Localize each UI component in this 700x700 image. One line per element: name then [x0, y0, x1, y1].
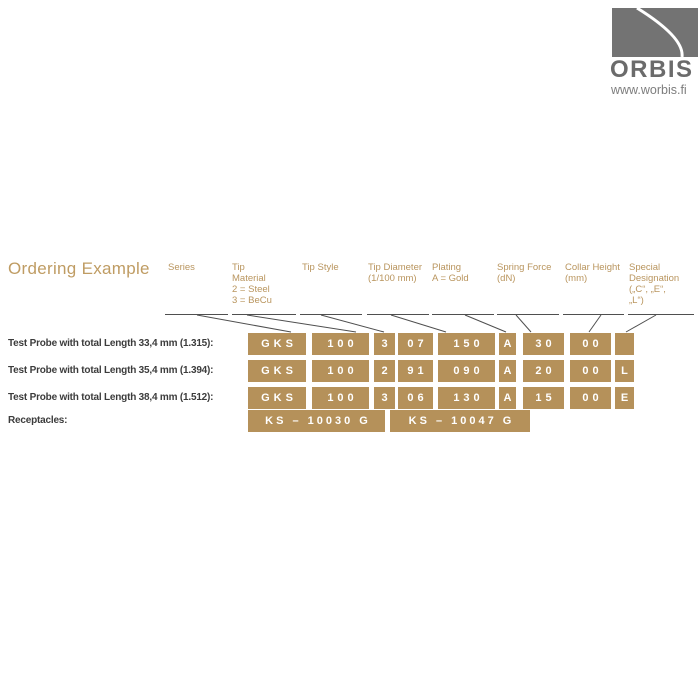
- header-connector-line: [321, 315, 384, 332]
- code-cell: 06: [398, 387, 433, 409]
- code-cell: 00: [570, 333, 611, 355]
- code-cell: 20: [523, 360, 564, 382]
- code-cell: 130: [438, 387, 495, 409]
- column-header-label: („C“, „E“,: [629, 284, 666, 295]
- column-header-label: 3 = BeCu: [232, 295, 272, 306]
- table-row: [0, 387, 700, 409]
- column-header-label: Plating: [432, 262, 462, 273]
- code-cell: 3: [374, 333, 395, 355]
- column-header-label: Material: [232, 273, 266, 284]
- code-cell: 100: [312, 333, 369, 355]
- column-header-label: 2 = Steel: [232, 284, 270, 295]
- code-cell: 100: [312, 387, 369, 409]
- code-cell: 91: [398, 360, 433, 382]
- code-cell: 100: [312, 360, 369, 382]
- receptacle-code-cell: KS – 10047 G: [390, 410, 530, 432]
- column-header-label: Tip: [232, 262, 245, 273]
- header-connector-line: [516, 315, 531, 332]
- code-cell: 2: [374, 360, 395, 382]
- code-cell: 30: [523, 333, 564, 355]
- row-label: Receptacles:: [8, 415, 68, 426]
- code-cell: A: [499, 333, 516, 355]
- header-connector-line: [589, 315, 601, 332]
- code-cell: 090: [438, 360, 495, 382]
- column-header-label: Collar Height: [565, 262, 620, 273]
- column-header-label: Spring Force: [497, 262, 552, 273]
- code-cell: 3: [374, 387, 395, 409]
- column-header-label: (dN): [497, 273, 516, 284]
- column-header-label: Tip Diameter: [368, 262, 423, 273]
- header-connector-line: [391, 315, 446, 332]
- column-header-label: A = Gold: [432, 273, 469, 284]
- row-label: Test Probe with total Length 38,4 mm (1.512):: [8, 392, 214, 403]
- code-cell: 00: [570, 360, 611, 382]
- code-cell: A: [499, 387, 516, 409]
- code-cell: E: [615, 387, 634, 409]
- code-cell: [615, 333, 634, 355]
- orbis-logo-wordmark: ORBIS: [610, 56, 694, 83]
- code-cell: GKS: [248, 333, 306, 355]
- row-label: Test Probe with total Length 33,4 mm (1.315):: [8, 338, 214, 349]
- code-cell: 150: [438, 333, 495, 355]
- column-header-label: Series: [168, 262, 195, 273]
- header-connector-line: [247, 315, 356, 332]
- code-cell: 00: [570, 387, 611, 409]
- column-header-label: Special: [629, 262, 661, 273]
- code-cell: L: [615, 360, 634, 382]
- column-header-label: (1/100 mm): [368, 273, 417, 284]
- table-row: [0, 333, 700, 355]
- table-row-receptacles: [0, 410, 700, 432]
- code-cell: GKS: [248, 387, 306, 409]
- header-connector-line: [626, 315, 656, 332]
- receptacle-code-cell: KS – 10030 G: [248, 410, 385, 432]
- header-connector-line: [465, 315, 506, 332]
- logo-website-url[interactable]: www.worbis.fi: [611, 83, 687, 97]
- column-header-label: (mm): [565, 273, 588, 284]
- code-cell: 15: [523, 387, 564, 409]
- code-cell: A: [499, 360, 516, 382]
- column-header-label: Tip Style: [302, 262, 339, 273]
- code-cell: 07: [398, 333, 433, 355]
- column-header-label: „L“): [629, 295, 644, 306]
- row-label: Test Probe with total Length 35,4 mm (1.394):: [8, 365, 214, 376]
- table-row: [0, 360, 700, 382]
- code-cell: GKS: [248, 360, 306, 382]
- column-header-label: Designation: [629, 273, 680, 284]
- header-connector-line: [197, 315, 291, 332]
- page-title: Ordering Example: [8, 259, 150, 278]
